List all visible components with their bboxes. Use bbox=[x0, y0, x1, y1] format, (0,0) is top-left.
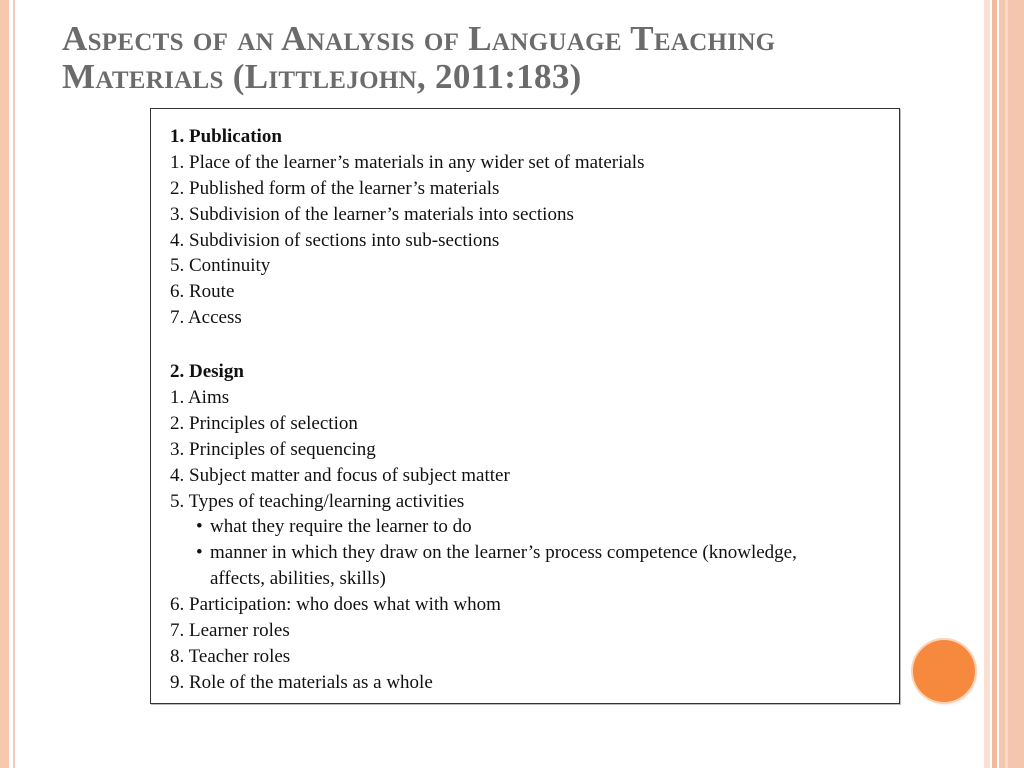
content-list bbox=[170, 124, 797, 696]
list-item: 2. Published form of the learner’s materials bbox=[170, 177, 500, 199]
list-item: 2. Principles of selection bbox=[170, 412, 358, 434]
list-item: 7. Access bbox=[170, 307, 242, 329]
right-decorative-band bbox=[984, 0, 1024, 768]
right-stripe-2 bbox=[992, 0, 997, 768]
slide-title-line-2: Materials (Littlejohn, 2011:183) bbox=[62, 57, 582, 96]
section-spacer bbox=[170, 331, 797, 359]
left-decorative-line bbox=[13, 0, 15, 768]
bullet-icon: • bbox=[196, 516, 203, 538]
right-stripe-1 bbox=[984, 0, 990, 768]
list-item: 9. Role of the materials as a whole bbox=[170, 671, 433, 693]
slide-title-line-1: Aspects of an Analysis of Language Teaching bbox=[62, 19, 776, 58]
bullet-icon: • bbox=[196, 542, 203, 564]
bullet-text: what they require the learner to do bbox=[210, 516, 472, 538]
list-item: 5. Continuity bbox=[170, 255, 271, 277]
list-item: 3. Principles of sequencing bbox=[170, 438, 376, 460]
orange-circle-decoration bbox=[913, 640, 975, 702]
list-item: 6. Participation: who does what with whom bbox=[170, 594, 501, 616]
bullet-continuation: affects, abilities, skills) bbox=[210, 568, 386, 590]
list-item: 1. Aims bbox=[170, 387, 230, 409]
bullet-item bbox=[170, 514, 797, 540]
content-box bbox=[150, 108, 900, 704]
list-item: 5. Types of teaching/learning activities bbox=[170, 490, 465, 512]
list-item: 7. Learner roles bbox=[170, 620, 290, 642]
section-heading-publication: 1. Publication bbox=[170, 126, 282, 147]
list-item: 4. Subject matter and focus of subject matter bbox=[170, 464, 510, 486]
slide-title bbox=[62, 20, 962, 96]
right-stripe-4 bbox=[1005, 0, 1008, 768]
list-item: 8. Teacher roles bbox=[170, 645, 291, 667]
right-stripe-3 bbox=[999, 0, 1024, 768]
list-item: 3. Subdivision of the learner’s materials into sections bbox=[170, 203, 574, 225]
bullet-item bbox=[170, 540, 797, 566]
bullet-text: manner in which they draw on the learner’s process competence (knowledge, bbox=[210, 542, 797, 564]
left-decorative-stripe bbox=[0, 0, 9, 768]
section-heading-design: 2. Design bbox=[170, 361, 244, 383]
list-item: 6. Route bbox=[170, 281, 235, 303]
list-item: 1. Place of the learner’s materials in any wider set of materials bbox=[170, 151, 645, 173]
list-item: 4. Subdivision of sections into sub-sections bbox=[170, 229, 500, 251]
